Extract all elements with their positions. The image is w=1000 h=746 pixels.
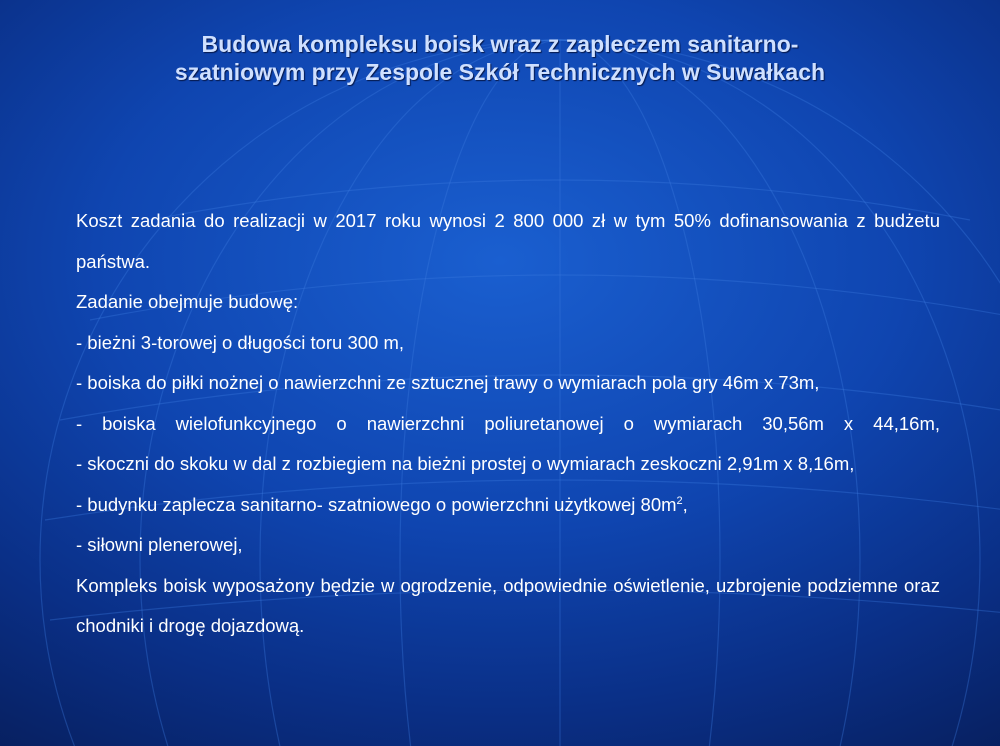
scope-intro: Zadanie obejmuje budowę: bbox=[76, 291, 299, 312]
building-text-end: , bbox=[682, 493, 688, 515]
list-item-football-pitch: - boiska do piłki nożnej o nawierzchni ze sztucznej trawy o wymiarach pola gry 46m x 73m, bbox=[76, 372, 820, 393]
building-text: - budynku zaplecza sanitarno- szatniowego o powierzchni użytkowej 80m bbox=[76, 493, 677, 515]
list-item-track: - bieżni 3-torowej o długości toru 300 m, bbox=[76, 331, 405, 353]
list-item-long-jump: - skoczni do skoku w dal z rozbiegiem na bieżni prostej o wymiarach zeskoczni 2,91m x 8,16m, bbox=[76, 453, 855, 474]
superscript-2: 2 bbox=[676, 494, 683, 507]
slide-body bbox=[76, 201, 940, 647]
list-item-multifunction-pitch: - boiska wielofunkcyjnego o nawierzchni poliuretanowej o wymiarach 30,56m x 44,16m, bbox=[76, 412, 940, 434]
slide-title bbox=[60, 30, 940, 86]
slide-title-line-2: szatniowym przy Zespole Szkół Technicznych w Suwałkach bbox=[174, 59, 826, 85]
cost-paragraph: Koszt zadania do realizacji w 2017 roku wynosi 2 800 000 zł w tym 50% dofinansowania z budżetu państwa. bbox=[76, 210, 940, 272]
slide-title-line-1: Budowa kompleksu boisk wraz z zapleczem sanitarno- bbox=[201, 31, 799, 57]
list-item-building bbox=[76, 485, 940, 526]
list-item-outdoor-gym: - siłowni plenerowej, bbox=[76, 534, 243, 555]
closing-paragraph: Kompleks boisk wyposażony będzie w ogrodzenie, odpowiednie oświetlenie, uzbrojenie podziemne oraz chodniki i drogę dojazdową. bbox=[76, 574, 940, 636]
